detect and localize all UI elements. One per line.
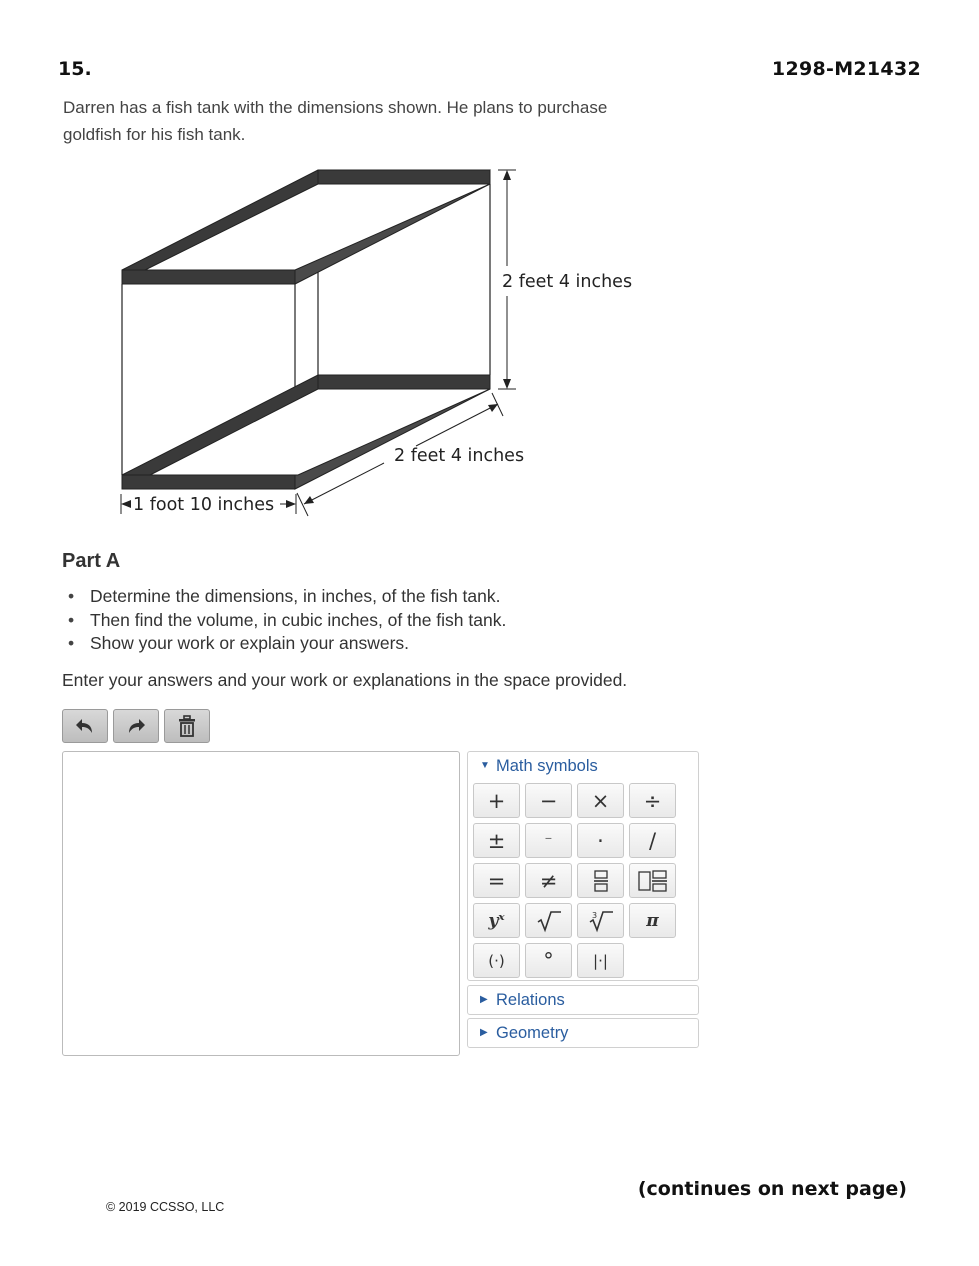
plus-minus-symbol-button[interactable]: ± — [473, 823, 520, 858]
geometry-header[interactable] — [468, 1019, 698, 1047]
exponent-button[interactable] — [473, 903, 520, 938]
parentheses-button[interactable]: (·) — [473, 943, 520, 978]
caret-right-icon: ▶ — [480, 1027, 488, 1038]
minus-symbol-button[interactable]: − — [525, 783, 572, 818]
fraction-icon — [593, 869, 609, 893]
pi-symbol-button[interactable]: π — [629, 903, 676, 938]
continues-note: (continues on next page) — [637, 1178, 907, 1200]
undo-button[interactable] — [62, 709, 108, 743]
geometry-label: Geometry — [496, 1024, 569, 1042]
times-symbol-button[interactable]: × — [577, 783, 624, 818]
dot-symbol-button[interactable]: · — [577, 823, 624, 858]
redo-button[interactable] — [113, 709, 159, 743]
relations-label: Relations — [496, 991, 565, 1009]
height-label: 2 feet 4 inches — [502, 272, 633, 292]
item-id: 1298-M21432 — [771, 58, 921, 80]
redo-arrow-icon — [125, 716, 147, 736]
question-number: 15. — [58, 58, 92, 80]
fish-tank-figure — [0, 0, 979, 540]
cube-root-button[interactable] — [577, 903, 624, 938]
trash-can-icon — [177, 715, 197, 737]
slash-symbol-button[interactable]: / — [629, 823, 676, 858]
prompt-line-2: goldfish for his fish tank. — [63, 125, 246, 144]
geometry-panel[interactable] — [467, 1018, 699, 1048]
caret-right-icon: ▶ — [480, 994, 488, 1005]
divide-symbol-button[interactable]: ÷ — [629, 783, 676, 818]
list-item: • Show your work or explain your answers. — [68, 632, 506, 656]
absolute-value-button[interactable]: |·| — [577, 943, 624, 978]
fish-tank-drawing — [122, 170, 490, 489]
answer-input[interactable] — [62, 751, 460, 1056]
negative-symbol-button[interactable]: ⁻ — [525, 823, 572, 858]
delete-button[interactable] — [164, 709, 210, 743]
mixed-number-icon — [638, 869, 668, 893]
mixed-number-button[interactable] — [629, 863, 676, 898]
svg-text:3: 3 — [591, 910, 597, 920]
caret-down-icon: ▼ — [480, 760, 490, 771]
response-instruction: Enter your answers and your work or explanations in the space provided. — [62, 670, 628, 690]
relations-panel[interactable] — [467, 985, 699, 1015]
math-symbols-panel — [467, 751, 699, 981]
undo-arrow-icon — [74, 716, 96, 736]
equals-symbol-button[interactable]: = — [473, 863, 520, 898]
list-item: • Determine the dimensions, in inches, of the fish tank. — [68, 585, 506, 609]
list-item: • Then find the volume, in cubic inches, of the fish tank. — [68, 609, 506, 633]
copyright: © 2019 CCSSO, LLC — [106, 1200, 225, 1214]
square-root-icon — [536, 909, 562, 933]
cube-root-icon — [588, 909, 614, 933]
square-root-button[interactable] — [525, 903, 572, 938]
exponent-label: yˣ — [488, 910, 505, 931]
depth-label: 2 feet 4 inches — [394, 446, 525, 466]
math-symbols-label: Math symbols — [496, 757, 598, 775]
plus-symbol-button[interactable]: + — [473, 783, 520, 818]
prompt-line-1: Darren has a fish tank with the dimensions shown. He plans to purchase — [63, 98, 608, 117]
math-symbols-header[interactable] — [468, 752, 698, 780]
not-equal-symbol-button[interactable]: ≠ — [525, 863, 572, 898]
relations-header[interactable] — [468, 986, 698, 1014]
instructions-list — [68, 585, 506, 656]
part-a-title: Part A — [62, 550, 121, 572]
symbol-grid — [473, 783, 676, 978]
width-label: 1 foot 10 inches — [133, 495, 275, 515]
fraction-button[interactable] — [577, 863, 624, 898]
degree-symbol-button[interactable]: ° — [525, 943, 572, 978]
